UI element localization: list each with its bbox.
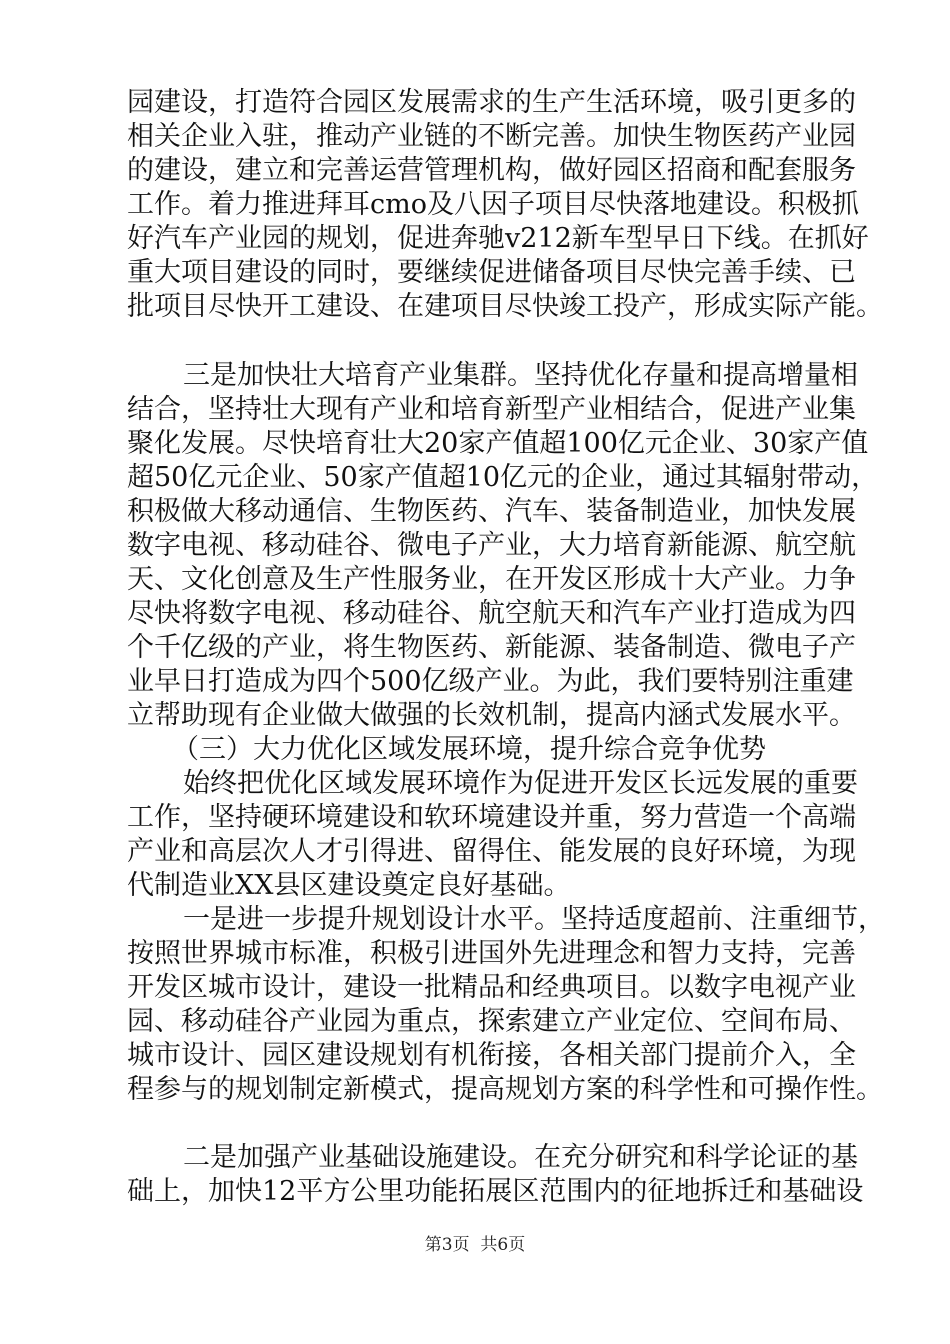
text-line: 积极做大移动通信、生物医药、汽车、装备制造业，加快发展 [127,496,856,527]
text-line: 尽快将数字电视、移动硅谷、航空航天和汽车产业打造成为四 [127,598,856,629]
text-line: 二是加强产业基础设施建设。在充分研究和科学论证的基 [183,1142,858,1173]
text-line: 结合，坚持壮大现有产业和培育新型产业相结合，促进产业集 [127,394,856,425]
text-line: 城市设计、园区建设规划有机衔接，各相关部门提前介入，全 [127,1040,856,1071]
text-line: 的建设，建立和完善运营管理机构，做好园区招商和配套服务 [127,155,856,186]
text-line: 超50亿元企业、50家产值超10亿元的企业，通过其辐射带动， [127,462,879,493]
text-line: 园建设，打造符合园区发展需求的生产生活环境，吸引更多的 [127,87,856,118]
text-line: 始终把优化区域发展环境作为促进开发区长远发展的重要 [183,768,858,799]
text-line: 立帮助现有企业做大做强的长效机制，提高内涵式发展水平。 [127,700,856,731]
text-line: 础上，加快12平方公里功能拓展区范围内的征地拆迁和基础设 [127,1176,864,1207]
text-line: 一是进一步提升规划设计水平。坚持适度超前、注重细节， [183,904,885,935]
text-line: 园、移动硅谷产业园为重点，探索建立产业定位、空间布局、 [127,1006,856,1037]
text-line: 代制造业XX县区建设奠定良好基础。 [127,870,571,901]
text-line: 按照世界城市标准，积极引进国外先进理念和智力支持，完善 [127,938,856,969]
section-heading-text: （三）大力优化区域发展环境，提升综合竞争优势 [172,734,766,765]
text-line: 产业和高层次人才引得进、留得住、能发展的良好环境，为现 [127,836,856,867]
text-line: 好汽车产业园的规划，促进奔驰v212新车型早日下线。在抓好 [127,223,869,254]
text-line: 三是加快壮大培育产业集群。坚持优化存量和提高增量相 [183,360,858,391]
text-line: 重大项目建设的同时，要继续促进储备项目尽快完善手续、已 [127,257,856,288]
text-line: 数字电视、移动硅谷、微电子产业，大力培育新能源、航空航 [127,530,856,561]
text-line: 业早日打造成为四个500亿级产业。为此，我们要特别注重建 [127,666,854,697]
text-line: 程参与的规划制定新模式，提高规划方案的科学性和可操作性。 [127,1074,883,1105]
text-line: 工作，坚持硬环境建设和软环境建设并重，努力营造一个高端 [127,802,856,833]
page-footer [0,1234,950,1256]
text-line: 批项目尽快开工建设、在建项目尽快竣工投产，形成实际产能。 [127,291,883,322]
text-line: 聚化发展。尽快培育壮大20家产值超100亿元企业、30家产值 [127,428,869,459]
text-line: 工作。着力推进拜耳cmo及八因子项目尽快落地建设。积极抓 [127,189,859,220]
text-line: 开发区城市设计，建设一批精品和经典项目。以数字电视产业 [127,972,856,1003]
page-number: 第3页 共6页 [424,1235,526,1255]
text-line: 相关企业入驻，推动产业链的不断完善。加快生物医药产业园 [127,121,856,152]
text-line: 天、文化创意及生产性服务业，在开发区形成十大产业。力争 [127,564,856,595]
text-line: 个千亿级的产业，将生物医药、新能源、装备制造、微电子产 [127,632,856,663]
